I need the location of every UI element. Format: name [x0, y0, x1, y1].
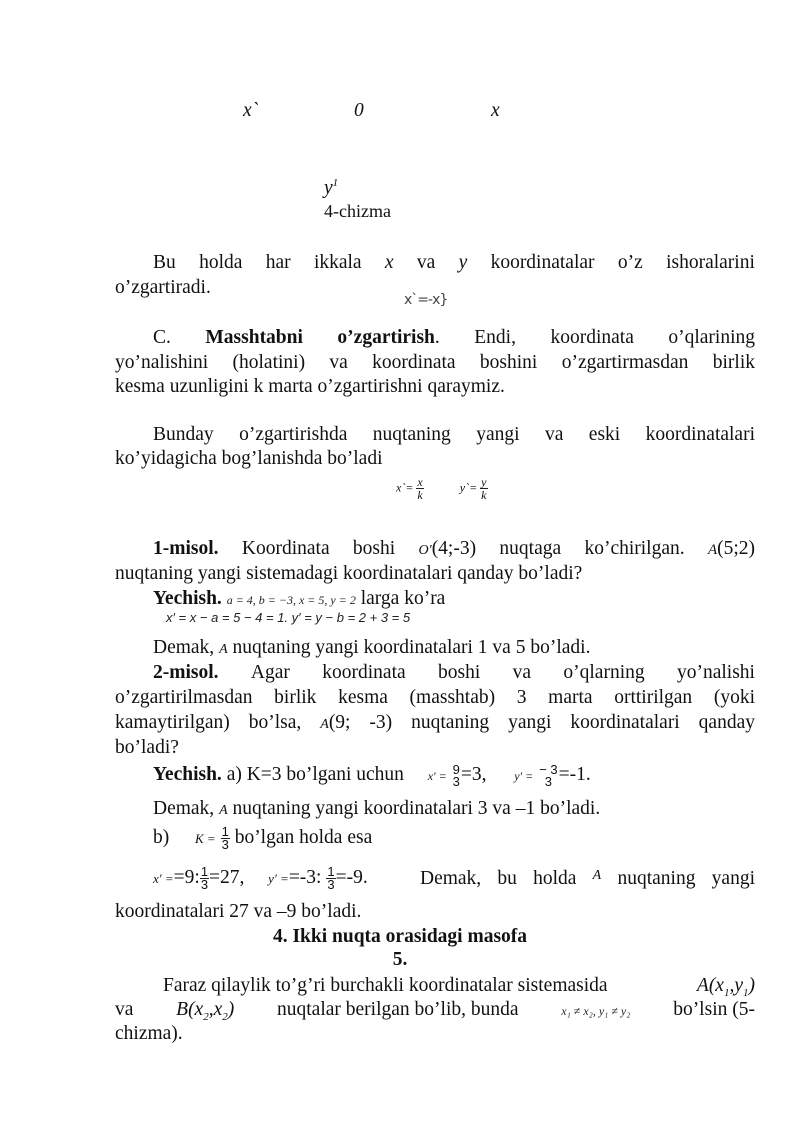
example-1-line-1: 1-misol. Koordinata boshi O′(4;-3) nuqtaga ko’chirilgan. A(5;2) — [153, 538, 756, 559]
example-1-conclusion: Demak, A nuqtaning yangi koordinatalari 1 va 5 bo’ladi. — [153, 637, 591, 658]
example-2-final: koordinatalari 27 va –9 bo’ladi. — [115, 901, 362, 922]
example-2-solution-a: Yechish. a) K=3 bo’lgani uchun x′ = 9 3 =3, y′ = − 3 3 =-1. — [153, 761, 591, 789]
last-paragraph-line-2: va $B(x_2,x_2)$ nuqtalar berilgan bo’lib, bunda x₁ ≠ x₂, y₁ ≠ y₂ bo’lsin (5- — [115, 999, 755, 1023]
paragraph-3-line-1: Bunday o’zgartirishda nuqtaning yangi va eski koordinatalari — [153, 424, 755, 445]
formula-scale: x`= $\frac{x}{k}$ y`= $\frac{y}{k}$ — [396, 475, 487, 502]
example-2-part-b: b) K = $\frac{1}{3}$ bo’lgan holda esa — [153, 824, 373, 853]
last-paragraph-line-3: chizma). — [115, 1023, 183, 1044]
paragraph-1-line-2: o’zgartiradi. — [115, 277, 211, 298]
axis-label-x: x — [491, 100, 500, 121]
figure-caption: 4-chizma — [324, 201, 391, 221]
axis-label-y1: $y^1$ — [324, 177, 339, 199]
section-c-line-3: kesma uzunligini k marta o’zgartirishni qaraymiz. — [115, 376, 505, 397]
section-4-title: 4. Ikki nuqta orasidagi masofa — [272, 926, 528, 947]
paragraph-3-line-2: ko’yidagicha bog’lanishda bo’ladi — [115, 448, 383, 469]
last-paragraph-line-1: Faraz qilaylik to’g’ri burchakli koordinatalar sistemasida $A(x_1,y_1)$ — [163, 975, 755, 999]
example-1-calc: x′ = x − a = 5 − 4 = 1. y′ = y − b = 2 + 3 = 5 — [166, 610, 411, 625]
axis-label-origin: 0 — [354, 100, 364, 121]
example-1-solution: Yechish. a = 4, b = −3, x = 5, y = 2 larga ko’ra — [153, 588, 446, 609]
paragraph-1-line-1: Bu holda har ikkala x va y koordinatalar o’z ishoralarini — [153, 252, 755, 273]
section-c-line-1: C. Masshtabni o’zgartirish. Endi, koordinata o’qlarining — [153, 327, 755, 348]
section-c-title: Masshtabni o’zgartirish — [205, 327, 435, 348]
example-2-part-b-conclusion: Demak, bu holda A nuqtaning yangi — [420, 868, 755, 889]
example-2-line-1: 2-misol. Agar koordinata boshi va o’qlarning yo’nalishi — [153, 662, 755, 683]
example-2-line-2: o’zgartirilmasdan birlik kesma (masshtab) 3 marta orttirilgan (yoki — [115, 687, 755, 708]
scribble-formula: x`=-x} — [404, 292, 448, 308]
example-1-line-2: nuqtaning yangi sistemadagi koordinatalari qanday bo’ladi? — [115, 563, 583, 584]
example-2-line-4: bo’ladi? — [115, 737, 179, 758]
example-2-conclusion-a: Demak, A nuqtaning yangi koordinatalari 3 va –1 bo’ladi. — [153, 798, 601, 819]
example-2-part-b-calc: x′ ==9: $\frac{1}{3}$ =27, y′ ==-3: $\frac{1}{3}$ =-9. — [153, 864, 368, 892]
section-c-line-2: yo’nalishini (holatini) va koordinata boshini o’zgartirmasdan birlik — [115, 352, 755, 373]
axis-label-x-prime: x` — [243, 100, 259, 121]
example-2-line-3: kamaytirilgan) bo’lsa, A(9; -3) nuqtaning yangi koordinatalari qanday — [115, 712, 755, 733]
section-4-subtitle: 5. — [392, 949, 408, 970]
